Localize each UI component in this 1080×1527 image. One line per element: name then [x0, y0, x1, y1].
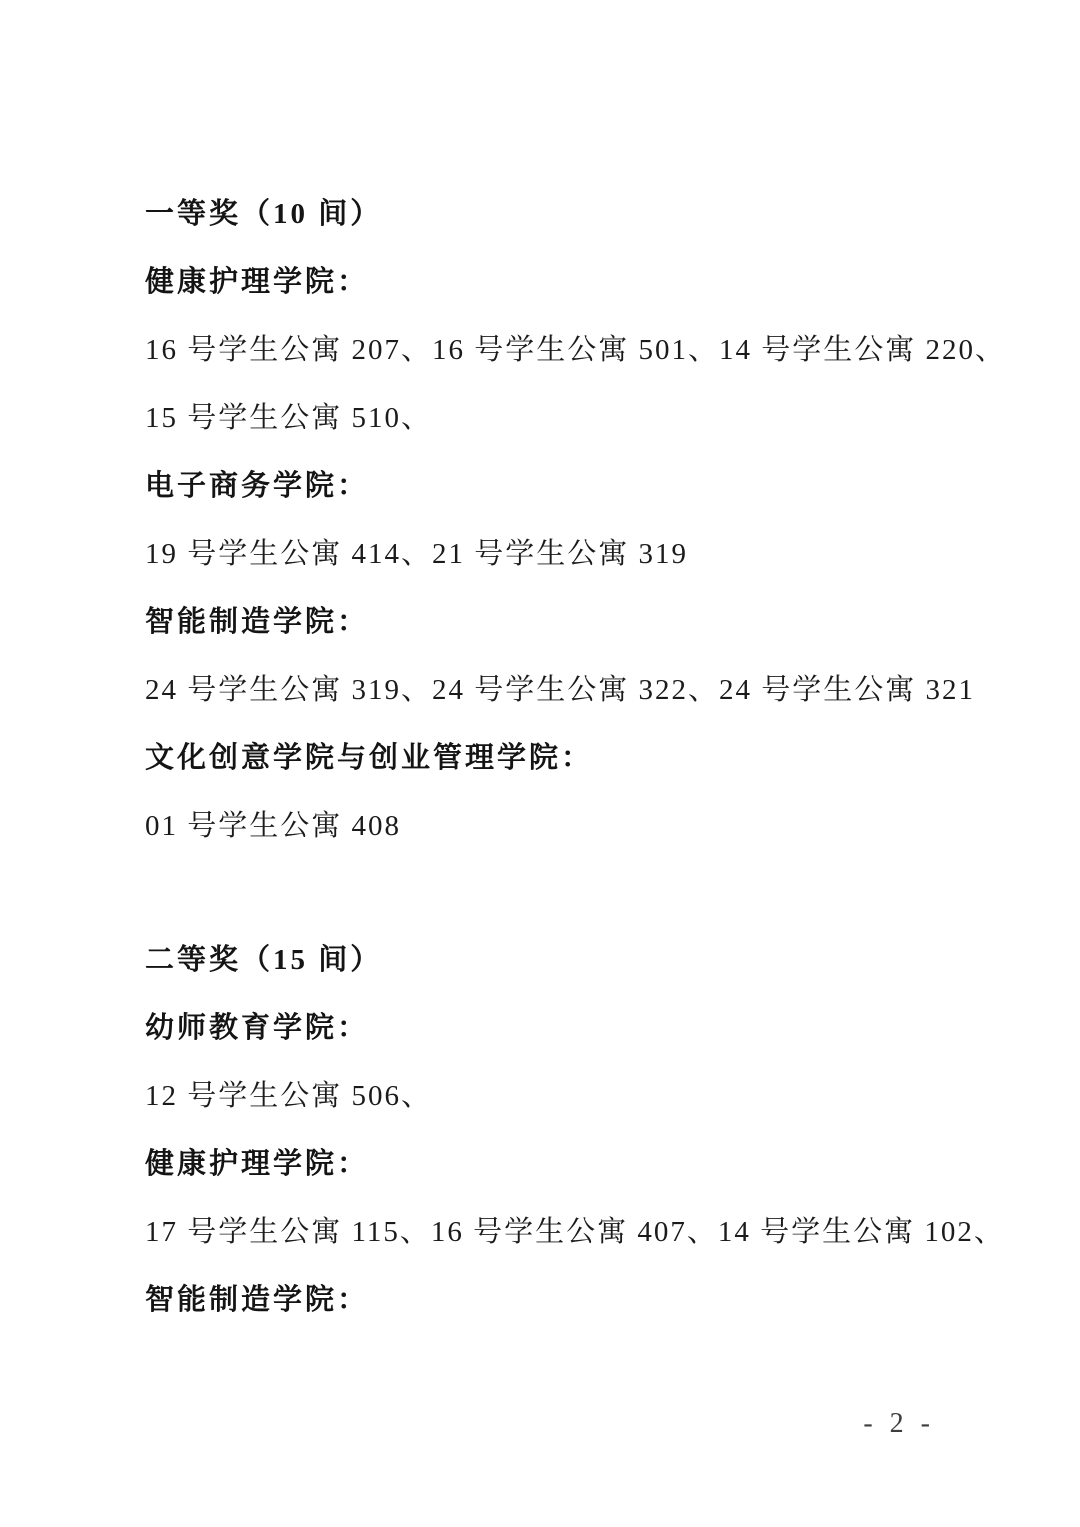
section-first-prize: [145, 180, 1007, 860]
room-list-line: 17 号学生公寓 115、16 号学生公寓 407、14 号学生公寓 102、: [145, 1216, 1005, 1248]
room-list-line: 24 号学生公寓 319、24 号学生公寓 322、24 号学生公寓 321: [145, 674, 976, 706]
college-name: 电子商务学院：: [145, 470, 370, 502]
college-name: 健康护理学院：: [145, 266, 370, 298]
college-name: 智能制造学院：: [145, 1284, 370, 1316]
college-name: 文化创意学院与创业管理学院：: [145, 742, 594, 774]
room-list-line: 19 号学生公寓 414、21 号学生公寓 319: [145, 538, 689, 570]
award-title-first-prize: 一等奖（10 间）: [145, 198, 383, 230]
page-footer: [863, 1408, 935, 1440]
college-name: 幼师教育学院：: [145, 1012, 370, 1044]
room-list-line: 12 号学生公寓 506、: [145, 1080, 433, 1112]
section-second-prize: [145, 926, 1005, 1334]
page-number: - 2 -: [863, 1408, 935, 1439]
document-content: [145, 180, 1007, 1334]
college-name: 智能制造学院：: [145, 606, 370, 638]
room-list-line: 15 号学生公寓 510、: [145, 402, 433, 434]
college-name: 健康护理学院：: [145, 1148, 370, 1180]
room-list-line: 01 号学生公寓 408: [145, 810, 402, 842]
room-list-line: 16 号学生公寓 207、16 号学生公寓 501、14 号学生公寓 220、: [145, 334, 1007, 366]
award-title-second-prize: 二等奖（15 间）: [145, 944, 383, 976]
